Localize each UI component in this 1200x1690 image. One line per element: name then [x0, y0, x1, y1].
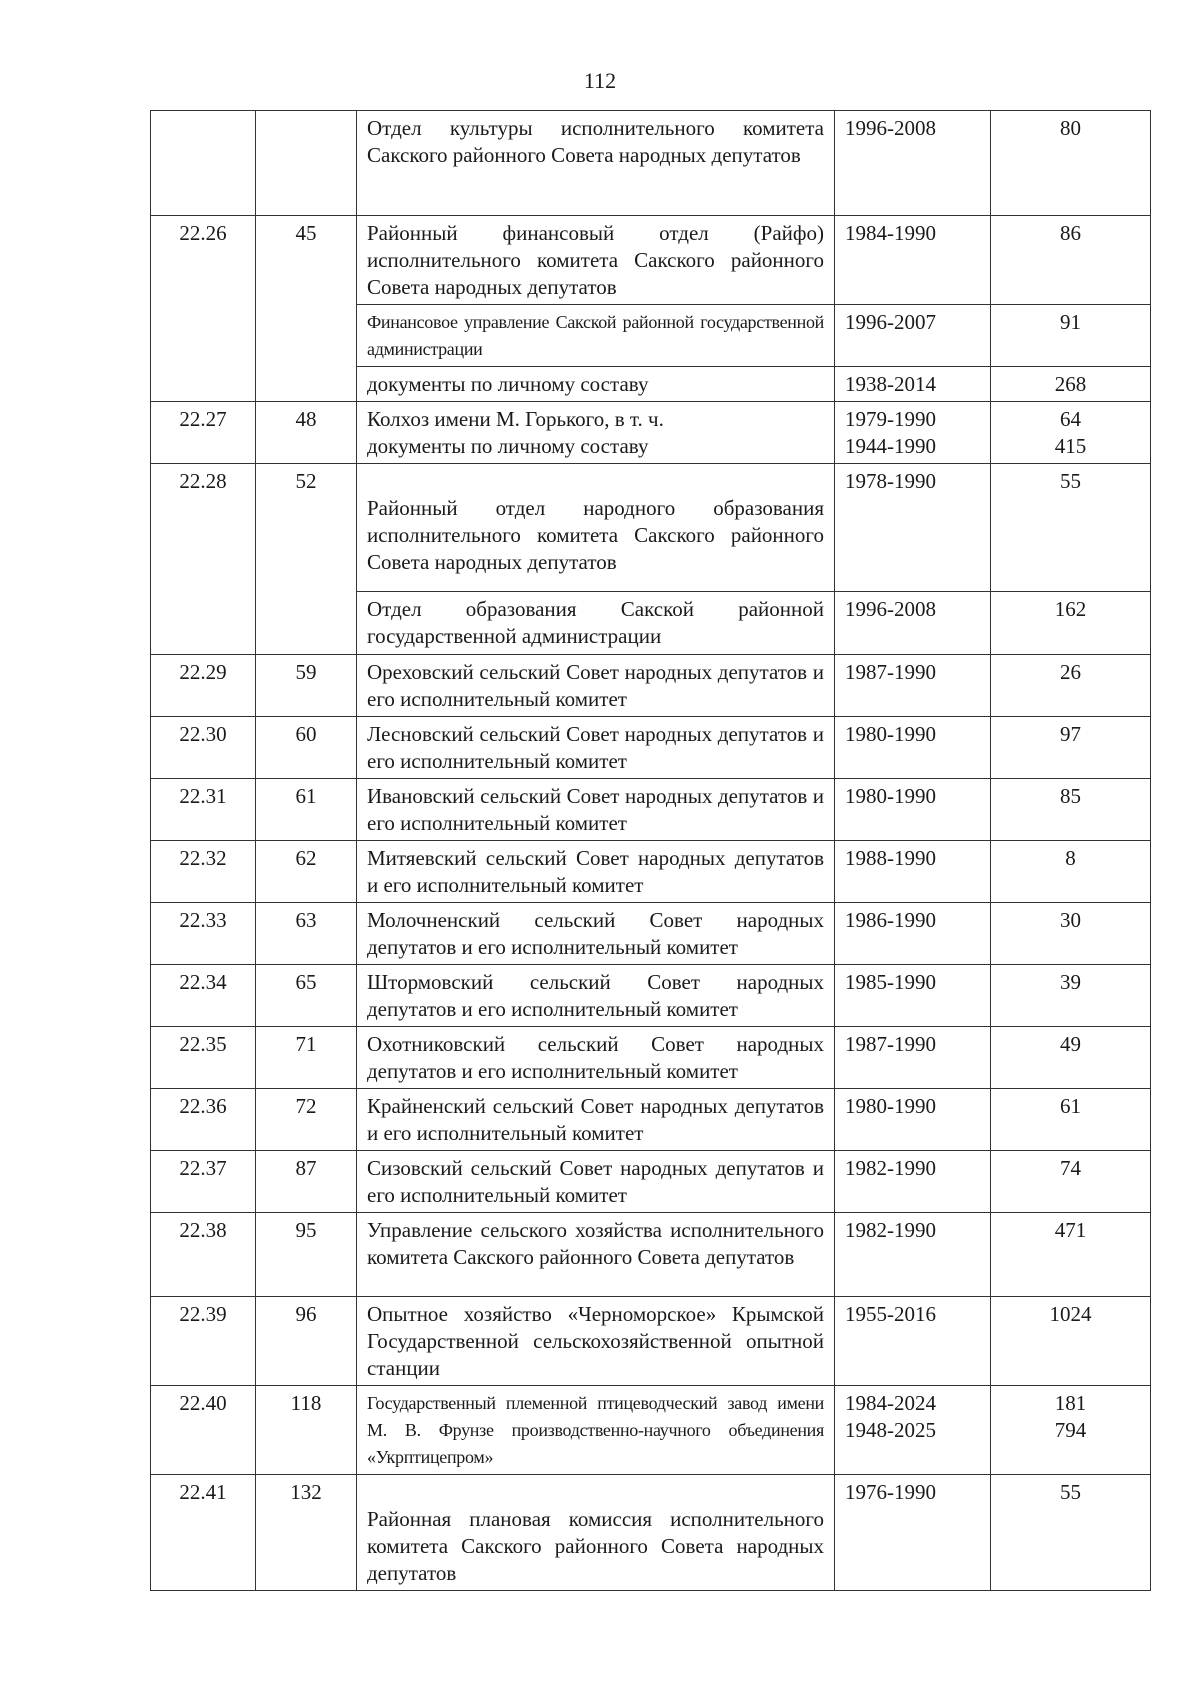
file-count: 39 [991, 965, 1151, 1027]
row-number: 22.32 [151, 841, 256, 903]
file-count: 471 [991, 1213, 1151, 1297]
file-count-line: 64 [1060, 407, 1081, 431]
file-count: 74 [991, 1151, 1151, 1213]
fund-name: документы по личному составу [357, 367, 835, 402]
fund-number: 52 [256, 464, 357, 655]
file-count: 80 [991, 111, 1151, 216]
table-row [151, 1089, 1151, 1151]
fund-name: Охотниковский сельский Совет народных депутатов и его исполнительный комитет [357, 1027, 835, 1089]
fund-name: Штормовский сельский Совет народных депутатов и его исполнительный комитет [357, 965, 835, 1027]
file-count: 162 [991, 592, 1151, 655]
date-range: 1996-2007 [835, 305, 991, 367]
date-range-line: 1948-2025 [845, 1418, 936, 1442]
file-count: 1024 [991, 1297, 1151, 1386]
fund-number: 62 [256, 841, 357, 903]
table-row [151, 216, 1151, 305]
fund-number: 87 [256, 1151, 357, 1213]
fund-name: Районная плановая комиссия исполнительного комитета Сакского районного Совета народных депутатов [357, 1475, 835, 1591]
fund-name: Государственный племенной птицеводческий завод имени М. В. Фрунзе производственно-научного объединения «Укрптицепром» [357, 1386, 835, 1475]
date-range: 1988-1990 [835, 841, 991, 903]
page-number: 112 [583, 68, 617, 93]
date-range: 1996-2008 [835, 592, 991, 655]
fund-name: Управление сельского хозяйства исполнительного комитета Сакского районного Совета депутатов [357, 1213, 835, 1297]
date-range: 1955-2016 [835, 1297, 991, 1386]
row-number: 22.30 [151, 717, 256, 779]
date-range: 1938-2014 [835, 367, 991, 402]
row-number: 22.39 [151, 1297, 256, 1386]
file-count: 268 [991, 367, 1151, 402]
date-range: 1986-1990 [835, 903, 991, 965]
fund-name-line: Колхоз имени М. Горького, в т. ч. [367, 407, 664, 431]
date-range [835, 402, 991, 464]
row-number: 22.38 [151, 1213, 256, 1297]
fund-number: 63 [256, 903, 357, 965]
date-range: 1982-1990 [835, 1213, 991, 1297]
table-row [151, 402, 1151, 464]
fund-name: Митяевский сельский Совет народных депутатов и его исполнительный комитет [357, 841, 835, 903]
fund-number: 95 [256, 1213, 357, 1297]
date-range-line: 1984-2024 [845, 1391, 936, 1415]
file-count: 85 [991, 779, 1151, 841]
file-count: 30 [991, 903, 1151, 965]
file-count-line: 415 [1054, 434, 1087, 458]
table-row [151, 717, 1151, 779]
table-row [151, 1151, 1151, 1213]
table-row [151, 779, 1151, 841]
date-range-line: 1979-1990 [845, 407, 936, 431]
fund-number: 132 [256, 1475, 357, 1591]
row-number: 22.27 [151, 402, 256, 464]
file-count: 86 [991, 216, 1151, 305]
fund-name: Сизовский сельский Совет народных депутатов и его исполнительный комитет [357, 1151, 835, 1213]
row-number: 22.26 [151, 216, 256, 402]
fund-number: 59 [256, 655, 357, 717]
table-row [151, 111, 1151, 216]
file-count: 55 [991, 1475, 1151, 1591]
file-count: 91 [991, 305, 1151, 367]
fund-name: Отдел образования Сакской районной государственной администрации [357, 592, 835, 655]
fund-name [357, 402, 835, 464]
fund-name: Лесновский сельский Совет народных депутатов и его исполнительный комитет [357, 717, 835, 779]
table-row [151, 903, 1151, 965]
row-number: 22.36 [151, 1089, 256, 1151]
fund-number: 65 [256, 965, 357, 1027]
date-range: 1987-1990 [835, 655, 991, 717]
archive-funds-table [150, 110, 1151, 1591]
fund-name: Опытное хозяйство «Черноморское» Крымской Государственной сельскохозяйственной опытной станции [357, 1297, 835, 1386]
date-range-line: 1944-1990 [845, 434, 936, 458]
date-range: 1978-1990 [835, 464, 991, 592]
row-number: 22.40 [151, 1386, 256, 1475]
row-number: 22.31 [151, 779, 256, 841]
row-number [151, 111, 256, 216]
table-row [151, 464, 1151, 592]
row-number: 22.34 [151, 965, 256, 1027]
row-number: 22.37 [151, 1151, 256, 1213]
date-range: 1987-1990 [835, 1027, 991, 1089]
date-range: 1980-1990 [835, 779, 991, 841]
file-count: 55 [991, 464, 1151, 592]
fund-number: 60 [256, 717, 357, 779]
table-row [151, 841, 1151, 903]
fund-name: Районный финансовый отдел (Райфо) исполнительного комитета Сакского районного Совета народных депутатов [357, 216, 835, 305]
fund-name-line: документы по личному составу [367, 434, 649, 458]
row-number: 22.29 [151, 655, 256, 717]
file-count: 8 [991, 841, 1151, 903]
table-row [151, 1297, 1151, 1386]
fund-name: Районный отдел народного образования исполнительного комитета Сакского районного Совета народных депутатов [357, 464, 835, 592]
table-row [151, 655, 1151, 717]
row-number: 22.33 [151, 903, 256, 965]
table-row [151, 1475, 1151, 1591]
file-count: 26 [991, 655, 1151, 717]
date-range: 1980-1990 [835, 717, 991, 779]
fund-name: Отдел культуры исполнительного комитета Сакского районного Совета народных депутатов [357, 111, 835, 216]
date-range: 1996-2008 [835, 111, 991, 216]
fund-number: 45 [256, 216, 357, 402]
date-range: 1982-1990 [835, 1151, 991, 1213]
fund-name: Молочненский сельский Совет народных депутатов и его исполнительный комитет [357, 903, 835, 965]
fund-name: Крайненский сельский Совет народных депутатов и его исполнительный комитет [357, 1089, 835, 1151]
table-row [151, 1386, 1151, 1475]
table-row [151, 965, 1151, 1027]
table-row [151, 1027, 1151, 1089]
date-range [835, 1386, 991, 1475]
fund-name: Ореховский сельский Совет народных депутатов и его исполнительный комитет [357, 655, 835, 717]
row-number: 22.28 [151, 464, 256, 655]
fund-number: 48 [256, 402, 357, 464]
file-count [991, 402, 1151, 464]
date-range: 1985-1990 [835, 965, 991, 1027]
fund-name: Ивановский сельский Совет народных депутатов и его исполнительный комитет [357, 779, 835, 841]
file-count: 61 [991, 1089, 1151, 1151]
fund-number: 118 [256, 1386, 357, 1475]
fund-number [256, 111, 357, 216]
fund-number: 72 [256, 1089, 357, 1151]
row-number: 22.41 [151, 1475, 256, 1591]
row-number: 22.35 [151, 1027, 256, 1089]
date-range: 1980-1990 [835, 1089, 991, 1151]
fund-name: Финансовое управление Сакской районной государственной администрации [357, 305, 835, 367]
file-count: 49 [991, 1027, 1151, 1089]
date-range: 1984-1990 [835, 216, 991, 305]
date-range: 1976-1990 [835, 1475, 991, 1591]
file-count-line: 181 [1054, 1391, 1087, 1415]
table-row [151, 1213, 1151, 1297]
fund-number: 71 [256, 1027, 357, 1089]
fund-number: 61 [256, 779, 357, 841]
file-count [991, 1386, 1151, 1475]
file-count: 97 [991, 717, 1151, 779]
file-count-line: 794 [1054, 1418, 1087, 1442]
fund-number: 96 [256, 1297, 357, 1386]
